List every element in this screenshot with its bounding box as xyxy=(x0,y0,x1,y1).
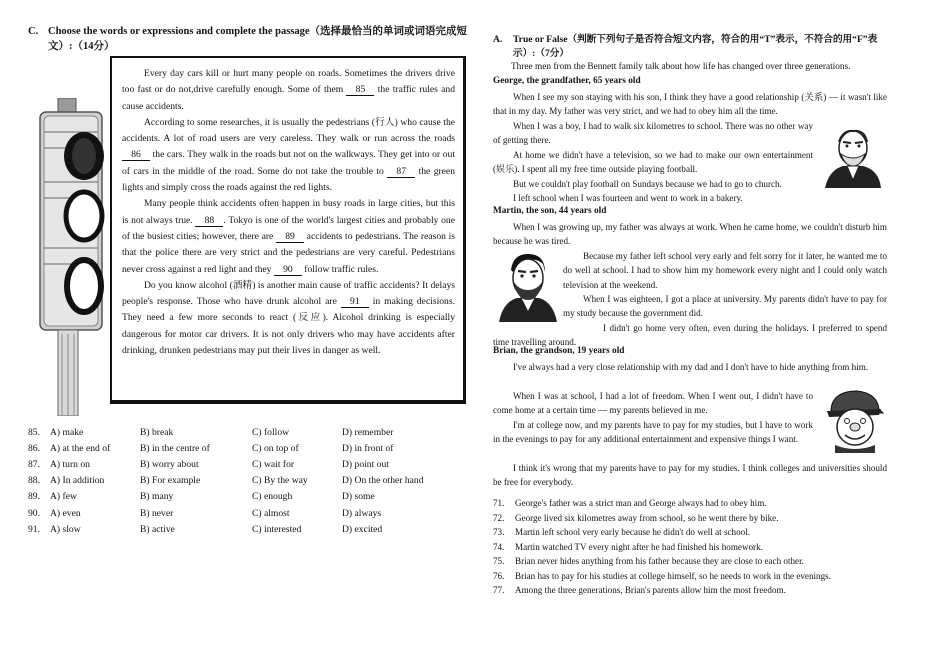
blank-85[interactable]: 85 xyxy=(346,84,374,96)
question-number: 85. xyxy=(28,426,40,438)
section-instruction: Choose the words or expressions and complete the passage（选择最恰当的单词或词语完成短文）:（14分） xyxy=(48,26,468,52)
option-d[interactable]: D) excited xyxy=(342,523,383,535)
option-a[interactable]: A) few xyxy=(50,491,77,503)
speaker-george: George, the grandfather, 65 years old xyxy=(493,76,641,86)
option-row xyxy=(28,440,473,456)
option-b[interactable]: B) many xyxy=(140,491,174,503)
option-row xyxy=(28,489,473,505)
option-d[interactable]: D) some xyxy=(342,491,375,503)
passage-paragraph: Every day cars kill or hurt many people on roads. Sometimes the drivers drive too fast or do not,drive carefully enough. Some of them 85 the traffic rules and cause accidents. xyxy=(122,68,456,112)
section-letter: A. xyxy=(493,34,503,45)
option-d[interactable]: D) On the other hand xyxy=(342,475,424,487)
option-d[interactable]: D) always xyxy=(342,507,382,519)
question-item[interactable] xyxy=(493,542,831,557)
passage-paragraph: According to some researches, it is usually the pedestrians (行人) who cause the accidents. A lot of road users are very careless. They walk or run across the roads 86 the cars. They walk in the roads but not on the walkways. They get into or out of cars in the middle of the road. Some do not take the trouble to 87 the green lights and simply cross the roads against the red lights. xyxy=(122,116,455,194)
question-number: 87. xyxy=(28,458,40,470)
question-item[interactable] xyxy=(493,513,831,528)
question-text: Martin watched TV every night after he had finished his homework. xyxy=(515,541,763,552)
option-c[interactable]: C) wait for xyxy=(252,458,295,470)
option-a[interactable]: A) even xyxy=(50,507,81,519)
section-instruction: True or False（判断下列句子是否符合短文内容，符合的用“T”表示，不符合的用“F”表示）:（7分） xyxy=(513,34,878,59)
brian-portrait xyxy=(823,387,887,453)
speaker-brian: Brian, the grandson, 19 years old xyxy=(493,346,625,356)
option-a[interactable]: A) In addition xyxy=(50,475,105,487)
george-paragraph: At home we didn't have a television, so we had to make our own entertainment (娱乐). I spent all my free time outside playing football. xyxy=(493,150,813,175)
passage-box xyxy=(110,56,466,404)
option-row xyxy=(28,424,473,440)
option-b[interactable]: B) For example xyxy=(140,475,201,487)
intro-text: Three men from the Bennett family talk about how life has changed over three generations. xyxy=(511,62,851,72)
option-d[interactable]: D) remember xyxy=(342,426,394,438)
options-table xyxy=(28,424,473,537)
question-item[interactable] xyxy=(493,571,831,586)
brian-paragraph: I've always had a very close relationship with my dad and I don't have to hide anything from him. xyxy=(513,362,869,372)
option-b[interactable]: B) active xyxy=(140,523,175,535)
option-b[interactable]: B) break xyxy=(140,426,174,438)
option-a[interactable]: A) make xyxy=(50,426,84,438)
option-row xyxy=(28,473,473,489)
blank-91[interactable]: 91 xyxy=(341,296,369,308)
question-number: 88. xyxy=(28,475,40,487)
question-number: 73. xyxy=(493,527,505,537)
martin-paragraph: Because my father left school very early and felt sorry for it later, he wanted me to do well at school. I had to show him my homework every night and I could only watch television at the weekend. xyxy=(563,251,887,290)
option-row xyxy=(28,456,473,472)
option-c[interactable]: C) on top of xyxy=(252,442,299,454)
question-text: George's father was a strict man and George always had to obey him. xyxy=(515,498,767,508)
brian-paragraph: When I was at school, I had a lot of freedom. When I went out, I didn't have to come home at a certain time — my parents believed in me. xyxy=(493,391,813,416)
blank-87[interactable]: 87 xyxy=(387,166,415,178)
martin-portrait xyxy=(497,250,559,322)
option-a[interactable]: A) turn on xyxy=(50,458,90,470)
question-number: 71. xyxy=(493,498,505,508)
question-item[interactable] xyxy=(493,498,831,513)
option-c[interactable]: C) enough xyxy=(252,491,293,503)
question-text: Brian never hides anything from his father because they are close to each other. xyxy=(515,556,804,566)
question-number: 76. xyxy=(493,570,505,581)
option-a[interactable]: A) slow xyxy=(50,523,81,535)
section-letter: C. xyxy=(28,26,39,37)
martin-paragraph: I didn't go home very often, even during the holidays. I preferred to spend time travelling around. xyxy=(493,323,887,348)
brian-paragraph: I think it's wrong that my parents have to pay for my studies. I think colleges and universities should be free for everybody. xyxy=(493,463,887,488)
option-d[interactable]: D) point out xyxy=(342,458,389,470)
martin-paragraph: When I was growing up, my father was always at work. When he came home, we couldn't disturb him because he was tired. xyxy=(493,222,887,247)
option-c[interactable]: C) By the way xyxy=(252,475,308,487)
question-text: Among the three generations, Brian's parents allow him the most freedom. xyxy=(515,585,786,595)
option-row xyxy=(28,521,473,537)
passage-paragraph: Many people think accidents often happen in busy roads in large cities, but this is not always true. 88 . Tokyo is one of the world's largest cities and probably one of the busiest cities; however, there are 89 accidents to pedestrians. The reason is that the police there are very strict and the pedestrians are very careful. Pedestrians never cross against a red light and they 90 follow traffic rules. xyxy=(122,198,455,275)
option-c[interactable]: C) almost xyxy=(252,507,290,519)
george-paragraph: But we couldn't play football on Sundays because we had to go to church. xyxy=(513,179,782,189)
brian-paragraph: I'm at college now, and my parents have to pay for my studies, but I have to work in the evenings to pay for any additional entertainment and expensive things I want. xyxy=(493,420,813,445)
option-b[interactable]: B) in the centre of xyxy=(140,442,210,454)
question-number: 72. xyxy=(493,512,505,523)
traffic-light-illustration xyxy=(28,98,110,416)
question-number: 75. xyxy=(493,556,505,566)
option-b[interactable]: B) worry about xyxy=(140,458,199,470)
question-item[interactable] xyxy=(493,556,831,571)
passage-paragraph: Do you know alcohol (酒精) is another main cause of traffic accidents? It delays people's response. Those who have drunk alcohol are 91 in making decisions. They need a few more seconds to react (反应). Alcohol drinking is especially dangerous for motor car drivers. It is not only drivers who may have accidents after drinking, drunken pedestrians may put their lives in danger as well. xyxy=(122,279,455,357)
section-a-heading xyxy=(493,33,893,60)
question-number: 86. xyxy=(28,442,40,454)
george-portrait xyxy=(821,124,885,188)
george-paragraph: When I was a boy, I had to walk six kilometres to school. There was no other way of getting there. xyxy=(493,121,813,146)
question-text: George lived six kilometres away from school, so he went there by bike. xyxy=(515,512,779,523)
question-number: 91. xyxy=(28,523,40,535)
blank-88[interactable]: 88 xyxy=(195,215,223,227)
george-paragraph: I left school when I was fourteen and went to work in a bakery. xyxy=(513,193,743,203)
question-number: 89. xyxy=(28,491,40,503)
question-number: 74. xyxy=(493,541,505,552)
speaker-martin: Martin, the son, 44 years old xyxy=(493,206,607,216)
option-row xyxy=(28,505,473,521)
question-item[interactable] xyxy=(493,585,831,600)
blank-90[interactable]: 90 xyxy=(274,264,302,276)
blank-89[interactable]: 89 xyxy=(276,231,304,243)
option-c[interactable]: C) interested xyxy=(252,523,302,535)
question-text: Brian has to pay for his studies at college himself, so he needs to work in the evenings. xyxy=(515,570,831,581)
option-d[interactable]: D) in front of xyxy=(342,442,394,454)
george-paragraph: When I see my son staying with his son, I think they have a good relationship (关系) — it wasn't like that in my day. My father was very strict, and we had to obey him all the time. xyxy=(493,92,887,117)
blank-86[interactable]: 86 xyxy=(122,149,150,161)
section-c-heading xyxy=(28,25,468,54)
option-a[interactable]: A) at the end of xyxy=(50,442,111,454)
option-c[interactable]: C) follow xyxy=(252,426,290,438)
question-number: 90. xyxy=(28,507,40,519)
question-text: Martin left school very early because he didn't do well at school. xyxy=(515,527,750,537)
martin-paragraph: When I was eighteen, I got a place at university. My parents didn't have to pay for my study because the government did. xyxy=(563,294,887,319)
question-number: 77. xyxy=(493,585,505,595)
question-item[interactable] xyxy=(493,527,831,542)
true-false-questions xyxy=(493,498,831,600)
option-b[interactable]: B) never xyxy=(140,507,174,519)
